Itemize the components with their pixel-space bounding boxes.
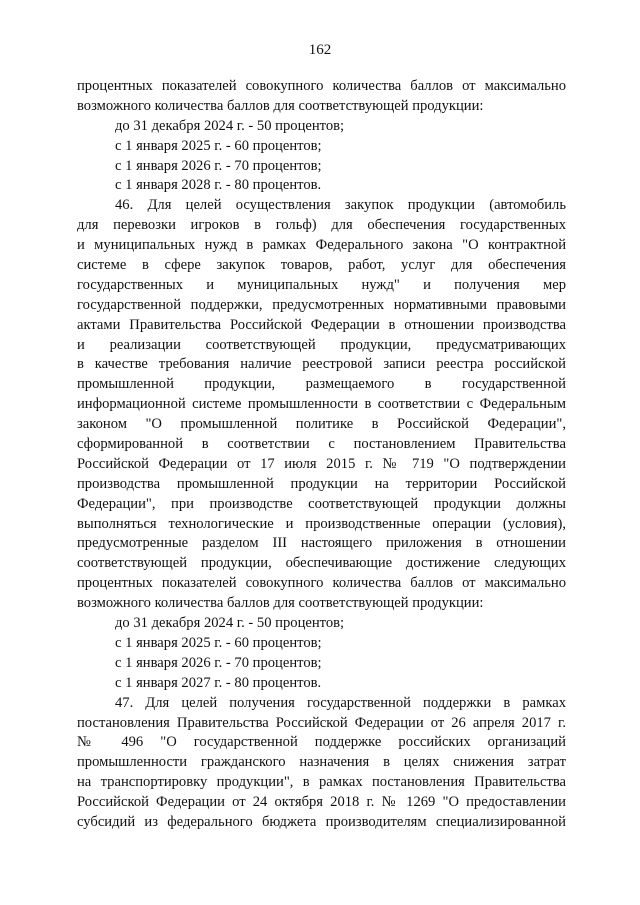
text-line: с 1 января 2026 г. - 70 процентов; — [115, 157, 322, 174]
text-line: № 496 "О государственной поддержке российских организаций — [77, 734, 566, 751]
text-line: субсидий из федерального бюджета производителям специализированной — [77, 813, 566, 830]
text-line: и реализации соответствующей продукции, предусматривающих — [77, 336, 566, 353]
text-line: постановления Правительства Российской Федерации от 26 апреля 2017 г. — [77, 714, 566, 731]
text-line: 46. Для целей осуществления закупок продукции (автомобиль — [115, 197, 566, 214]
text-line: с 1 января 2026 г. - 70 процентов; — [115, 654, 322, 671]
text-line: государственной поддержки, предусмотренных нормативными правовыми — [77, 296, 566, 313]
text-line: промышленности гражданского назначения в целях снижения затрат — [77, 754, 566, 771]
text-line: Федерации", при производстве соответствующей продукции должны — [77, 495, 566, 512]
text-line: с 1 января 2027 г. - 80 процентов. — [115, 674, 322, 691]
text-line: Российской Федерации от 17 июля 2015 г. № 719 "О подтверждении — [77, 455, 566, 472]
text-line: Российской Федерации от 24 октября 2018 г. № 1269 "О предоставлении — [77, 794, 566, 811]
text-line: информационной системе промышленности в соответствии с Федеральным — [77, 396, 566, 413]
text-line: предусмотренные разделом III настоящего приложения в отношении — [77, 535, 566, 552]
text-line: на транспортировку продукции", в рамках постановления Правительства — [77, 774, 566, 791]
text-line: 47. Для целей получения государственной поддержки в рамках — [115, 694, 566, 711]
page-number: 162 — [308, 42, 332, 58]
text-line: до 31 декабря 2024 г. - 50 процентов; — [115, 117, 345, 134]
text-line: процентных показателей совокупного количества баллов от максимально — [77, 575, 566, 592]
text-line: выполняться технологические и производственные операции (условия), — [77, 515, 566, 532]
text-line: с 1 января 2025 г. - 60 процентов; — [115, 634, 322, 651]
text-line: актами Правительства Российской Федерации в отношении производства — [77, 316, 566, 333]
text-line: в качестве требования наличие реестровой записи реестра российской — [77, 356, 566, 373]
text-line: для перевозки игроков в гольф) для обеспечения государственных — [77, 217, 566, 234]
text-line: промышленной продукции, размещаемого в государственной — [77, 376, 566, 393]
text-line: законом "О промышленной политике в Российской Федерации", — [77, 416, 566, 433]
text-line: сформированной в соответствии с постановлением Правительства — [77, 436, 566, 453]
text-line: системе в сфере закупок товаров, работ, услуг для обеспечения — [77, 257, 566, 274]
text-line: с 1 января 2025 г. - 60 процентов; — [115, 137, 322, 154]
text-line: государственных и муниципальных нужд" и получения мер — [77, 276, 566, 293]
text-line: возможного количества баллов для соответствующей продукции: — [77, 97, 484, 114]
text-line: и муниципальных нужд в рамках Федерального закона "О контрактной — [77, 237, 566, 254]
text-line: до 31 декабря 2024 г. - 50 процентов; — [115, 615, 345, 632]
document-body — [77, 77, 566, 833]
text-line: процентных показателей совокупного количества баллов от максимально — [77, 78, 566, 94]
text-line: производства промышленной продукции на территории Российской — [77, 475, 566, 492]
text-line: возможного количества баллов для соответствующей продукции: — [77, 595, 484, 612]
text-line: соответствующей продукции, обеспечивающие достижение следующих — [77, 555, 566, 572]
text-line: с 1 января 2028 г. - 80 процентов. — [115, 177, 322, 194]
